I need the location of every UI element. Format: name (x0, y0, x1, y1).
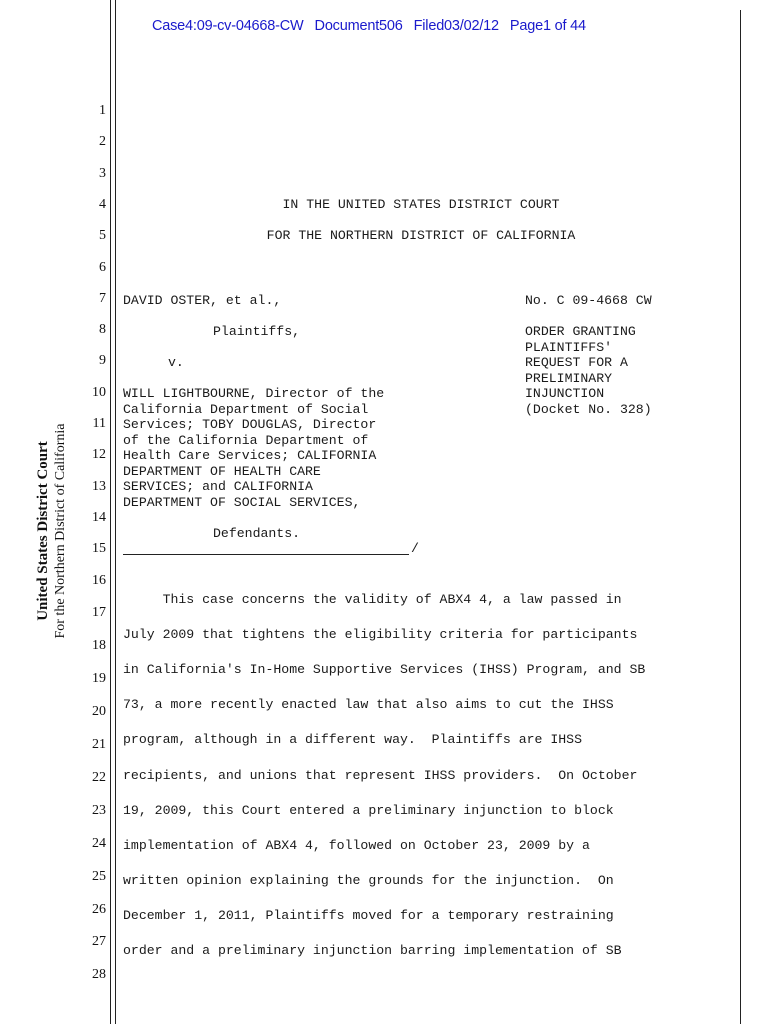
defendant-line: WILL LIGHTBOURNE, Director of the (123, 386, 385, 401)
line-number: 11 (92, 416, 106, 431)
line-number: 18 (92, 638, 106, 654)
order-title-line: INJUNCTION (525, 386, 605, 401)
line-number: 23 (92, 802, 106, 818)
order-title-line: ORDER GRANTING (525, 324, 636, 339)
court-title-line1: IN THE UNITED STATES DISTRICT COURT (282, 197, 560, 212)
caption-rule (123, 554, 409, 555)
line-number: 8 (99, 322, 106, 338)
left-margin-line-outer (110, 0, 111, 1024)
ecf-header (152, 18, 586, 34)
line-number: 26 (92, 901, 106, 917)
line-number: 1 (99, 103, 106, 118)
body-line: in California's In-Home Supportive Services (IHSS) Program, and SB (123, 662, 646, 678)
line-number: 9 (99, 353, 106, 369)
defendant-line: Services; TOBY DOUGLAS, Director (123, 417, 377, 432)
defendants-label: Defendants. (213, 526, 301, 541)
case-no: No. C 09-4668 CW (525, 293, 652, 308)
line-number: 20 (92, 704, 106, 720)
line-number: 21 (92, 737, 106, 752)
line-number: 2 (99, 134, 106, 150)
document-number: Document506 (314, 18, 403, 34)
case-number: Case4:09-cv-04668-CW (152, 18, 304, 34)
line-number: 22 (92, 769, 106, 785)
line-number: 7 (99, 290, 106, 306)
defendant-line: SERVICES; and CALIFORNIA (123, 479, 313, 494)
line-number: 10 (92, 384, 106, 400)
order-title-line: REQUEST FOR A (525, 355, 628, 370)
body-line: program, although in a different way. Plaintiffs are IHSS (123, 732, 582, 748)
plaintiffs-label: Plaintiffs, (213, 324, 301, 339)
line-number: 24 (92, 835, 106, 851)
line-number: 12 (92, 447, 106, 463)
body-line: December 1, 2011, Plaintiffs moved for a temporary restraining (123, 907, 614, 923)
line-number: 16 (92, 572, 106, 588)
sidebar-district: For the Northern District of California (53, 423, 68, 639)
line-number: 5 (99, 228, 106, 244)
line-number: 6 (99, 259, 106, 275)
court-title-line2: FOR THE NORTHERN DISTRICT OF CALIFORNIA (266, 228, 576, 243)
body-line: order and a preliminary injunction barring implementation of SB (123, 943, 622, 958)
line-number: 15 (92, 541, 106, 557)
defendant-line: DEPARTMENT OF HEALTH CARE (123, 463, 321, 479)
body-line: implementation of ABX4 4, followed on October 23, 2009 by a (123, 837, 590, 853)
defendant-line: DEPARTMENT OF SOCIAL SERVICES, (123, 494, 361, 510)
line-number: 14 (92, 509, 106, 525)
line-number: 3 (99, 165, 106, 181)
line-number: 25 (92, 868, 106, 884)
order-title (525, 324, 652, 417)
versus-label: v. (168, 355, 184, 370)
sidebar-court: United States District Court (35, 441, 51, 621)
line-number: 13 (92, 478, 106, 494)
body-line: 19, 2009, this Court entered a preliminary injunction to block (123, 802, 614, 818)
line-number: 28 (92, 967, 106, 983)
filed-date: Filed03/02/12 (413, 18, 499, 34)
defendants-block (123, 386, 384, 510)
defendant-line: Health Care Services; CALIFORNIA (123, 448, 377, 463)
left-margin-line-inner (115, 0, 116, 1024)
plaintiff-name: DAVID OSTER, et al., (123, 293, 282, 308)
right-margin-line (740, 10, 741, 1024)
line-number: 19 (92, 671, 106, 687)
line-number: 27 (92, 934, 106, 950)
body-line: This case concerns the validity of ABX4 4, a law passed in (123, 592, 622, 607)
defendant-line: California Department of Social (123, 401, 369, 417)
page-indicator: Page1 of 44 (509, 18, 586, 34)
body-line: written opinion explaining the grounds for the injunction. On (123, 872, 614, 888)
order-title-line: PRELIMINARY (525, 370, 613, 386)
body-line: 73, a more recently enacted law that also aims to cut the IHSS (123, 697, 614, 713)
defendant-line: of the California Department of (123, 432, 369, 448)
order-title-line: PLAINTIFFS' (525, 339, 613, 355)
order-title-line: (Docket No. 328) (525, 401, 652, 417)
body-line: July 2009 that tightens the eligibility criteria for participants (123, 627, 638, 643)
line-number: 17 (92, 605, 106, 621)
line-number: 4 (99, 196, 106, 212)
caption-slash: / (411, 541, 419, 556)
body-line: recipients, and unions that represent IHSS providers. On October (123, 767, 638, 783)
